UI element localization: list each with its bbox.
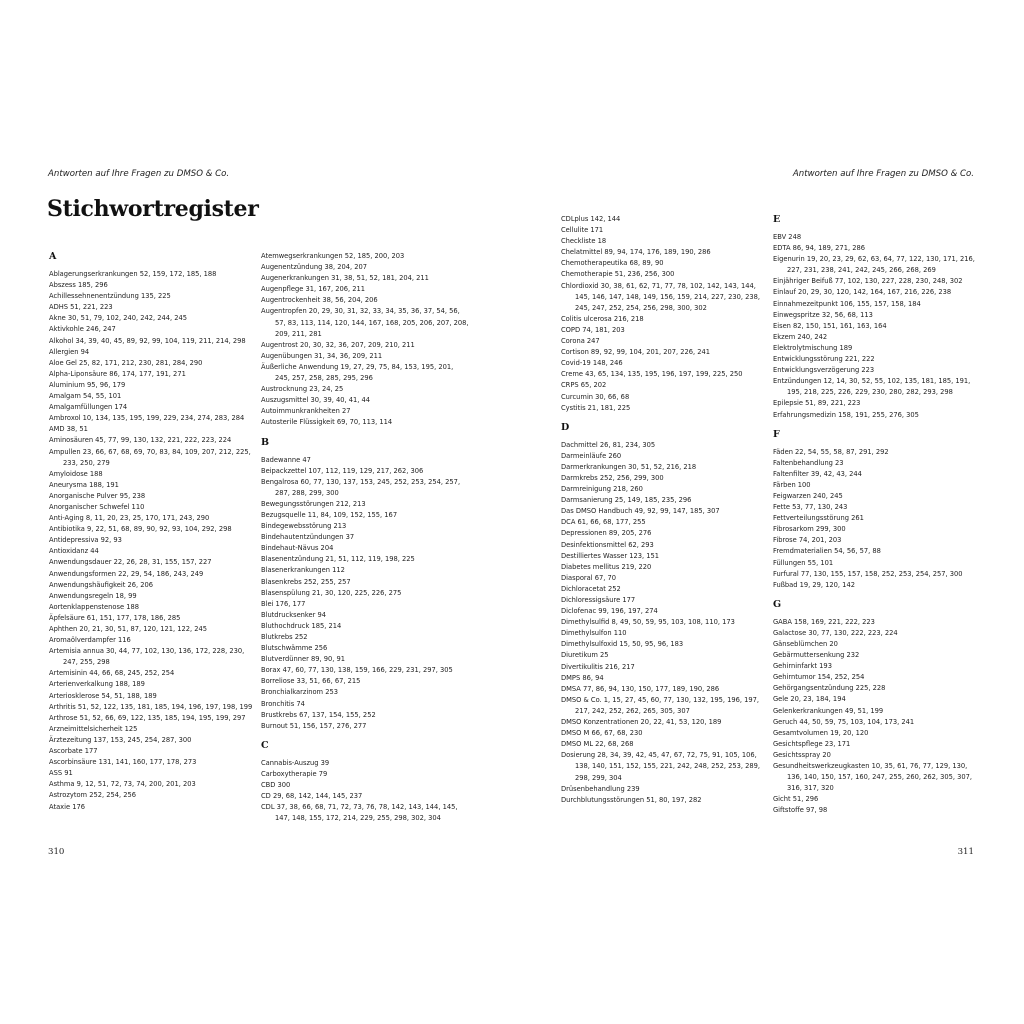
index-entry: Bezugsquelle 11, 84, 109, 152, 155, 167 [261, 510, 398, 519]
index-entry: CBD 300 [261, 781, 291, 790]
index-entry: EBV 248 [773, 233, 802, 241]
index-entry: Akne 30, 51, 79, 102, 240, 242, 244, 245 [49, 314, 188, 323]
index-entry: Blutschwämme 256 [261, 644, 328, 653]
index-entry: Fußbad 19, 29, 120, 142 [773, 580, 855, 589]
index-entry: Anwendungsregeln 18, 99 [49, 591, 137, 600]
index-entry: Gesundheitswerkzeugkasten 10, 35, 61, 76, 77, 129, 130, 136, 140, 150, 157, 160, 247, 255, 260, 262, 305, 307, 316, 317, 320 [773, 762, 973, 793]
index-entry: Bindehaut-Nävus 204 [261, 544, 334, 553]
index-entry: Autosterile Flüssigkeit 69, 70, 113, 114 [261, 418, 393, 427]
index-entry: DMSO & Co. 1, 15, 27, 45, 60, 77, 130, 132, 195, 196, 197, 217, 242, 252, 262, 265, 305, 307 [561, 695, 760, 715]
index-entry: Gele 20, 23, 184, 194 [773, 695, 846, 704]
index-entry: Fette 53, 77, 130, 243 [773, 503, 848, 512]
index-entry: CDLplus 142, 144 [561, 215, 621, 223]
index-entry: Einwegspritze 32, 56, 68, 113 [773, 310, 873, 319]
index-entry: Diabetes mellitus 219, 220 [561, 562, 652, 571]
index-entry: Diasporal 67, 70 [561, 573, 617, 582]
index-entry: Furfural 77, 130, 155, 157, 158, 252, 253, 254, 257, 300 [773, 569, 963, 578]
index-entry: Blasenerkrankungen 112 [261, 566, 345, 575]
index-entry: Faltenbehandlung 23 [773, 458, 844, 467]
index-entry: Destilliertes Wasser 123, 151 [561, 551, 660, 560]
index-entry: Ampullen 23, 66, 67, 68, 69, 70, 83, 84, 109, 207, 212, 225, 233, 250, 279 [49, 447, 251, 467]
index-entry: Bluthochdruck 185, 214 [261, 621, 342, 630]
index-entry: Anwendungsformen 22, 29, 54, 186, 243, 249 [49, 569, 204, 578]
index-entry: Aphthen 20, 21, 30, 51, 87, 120, 121, 122, 245 [49, 625, 208, 633]
index-entry: Dosierung 28, 34, 39, 42, 45, 47, 67, 72, 75, 91, 105, 106, 138, 140, 151, 152, 155, 221, 242, 248, 252, 253, 289, 298, 299, 304 [561, 751, 761, 782]
index-entry: Cystitis 21, 181, 225 [561, 403, 631, 412]
index-entry: Gelenkerkrankungen 49, 51, 199 [773, 706, 884, 715]
index-entry: Diclofenac 99, 196, 197, 274 [561, 607, 658, 616]
index-entry: Amalgam 54, 55, 101 [49, 392, 122, 401]
index-entry: Bindehautentzündungen 37 [261, 533, 355, 542]
index-entry: Colitis ulcerosa 216, 218 [561, 314, 644, 323]
index-entry: Aluminium 95, 96, 179 [49, 380, 126, 389]
index-entry: Asthma 9, 12, 51, 72, 73, 74, 200, 201, 203 [49, 780, 196, 789]
index-entry: Durchblutungsstörungen 51, 80, 197, 282 [561, 795, 702, 804]
index-entry: Austrocknung 23, 24, 25 [261, 385, 344, 394]
index-entry: Fibrose 74, 201, 203 [773, 536, 842, 545]
index-entry: Bronchialkarzinom 253 [261, 688, 338, 697]
index-entry: Blutdrucksenker 94 [261, 610, 327, 619]
index-entry: Blutkrebs 252 [261, 633, 308, 641]
index-entry: Burnout 51, 156, 157, 276, 277 [261, 721, 367, 730]
index-entry: Ärztezeitung 137, 153, 245, 254, 287, 300 [49, 735, 192, 744]
index-entry: Dimethylsulfid 8, 49, 50, 59, 95, 103, 108, 110, 173 [561, 618, 735, 627]
index-entry: Füllungen 55, 101 [773, 558, 834, 567]
index-entry: Anwendungsdauer 22, 26, 28, 31, 155, 157, 227 [49, 558, 212, 567]
index-entry: DMSO Konzentrationen 20, 22, 41, 53, 120, 189 [561, 718, 722, 727]
section-letter: G [773, 598, 782, 610]
index-entry: Aromaölverdampfer 116 [49, 636, 131, 645]
index-entry: Anorganische Pulver 95, 238 [49, 491, 146, 500]
index-entry: Gesichtsspray 20 [773, 750, 831, 759]
index-entry: Curcumin 30, 66, 68 [561, 392, 630, 401]
page-number-right: 311 [957, 847, 974, 857]
index-entry: Corona 247 [561, 337, 600, 346]
index-entry: Arthrose 51, 52, 66, 69, 122, 135, 185, 194, 195, 199, 297 [49, 713, 246, 722]
running-head-left: Antworten auf Ihre Fragen zu DMSO & Co. [48, 169, 230, 179]
index-entry: Ascorbate 177 [49, 747, 98, 756]
index-entry: Arteriosklerose 54, 51, 188, 189 [49, 691, 157, 700]
index-entry: Autoimmunkrankheiten 27 [261, 407, 351, 416]
index-entry: Augentrost 20, 30, 32, 36, 207, 209, 210, 211 [261, 340, 415, 349]
index-section [561, 214, 769, 414]
index-entry: Artemisinin 44, 66, 68, 245, 252, 254 [49, 669, 175, 678]
index-entry: Dachmittel 26, 81, 234, 305 [561, 440, 656, 449]
index-entry: Borax 47, 60, 77, 130, 138, 159, 166, 229, 231, 297, 305 [261, 666, 453, 675]
index-entry: Dichloracetat 252 [561, 584, 621, 593]
index-entry: Antidepressiva 92, 93 [49, 536, 122, 545]
index-entry: Drüsenbehandlung 239 [561, 784, 640, 793]
index-entry: AMD 38, 51 [49, 425, 88, 434]
index-entry: Atemwegserkrankungen 52, 185, 200, 203 [261, 252, 405, 260]
index-entry: Blasenentzündung 21, 51, 112, 119, 198, 225 [261, 555, 415, 564]
index-entry: Cortison 89, 92, 99, 104, 201, 207, 226, 241 [561, 348, 711, 357]
index-section [49, 251, 257, 813]
index-entry: Achillessehnenentzündung 135, 225 [49, 292, 171, 301]
index-column-3 [561, 214, 769, 806]
index-entry: Chemotherapeutika 68, 89, 90 [561, 259, 664, 268]
index-entry: Anwendungshäufigkeit 26, 206 [49, 580, 153, 589]
index-entry: Alkohol 34, 39, 40, 45, 89, 92, 99, 104, 119, 211, 214, 298 [49, 336, 246, 345]
index-section [561, 422, 769, 806]
index-entry: Chemotherapie 51, 236, 256, 300 [561, 270, 675, 279]
index-entry: Arzneimittelsicherheit 125 [49, 724, 138, 733]
index-entry: CD 29, 68, 142, 144, 145, 237 [261, 792, 363, 801]
index-entry: Gänseblümchen 20 [773, 640, 838, 648]
index-entry: Blutverdünner 89, 90, 91 [261, 655, 345, 664]
index-entry: Fibrosarkom 299, 300 [773, 525, 846, 534]
index-entry: Einjähriger Beifuß 77, 102, 130, 227, 228, 230, 248, 302 [773, 277, 963, 286]
index-entry: Feigwarzen 240, 245 [773, 491, 843, 500]
index-entry: Alpha-Liponsäure 86, 174, 177, 191, 271 [49, 369, 186, 378]
index-entry: Augenerkrankungen 31, 38, 51, 52, 181, 204, 211 [261, 274, 429, 283]
index-entry: Creme 43, 65, 134, 135, 195, 196, 197, 199, 225, 250 [561, 370, 743, 379]
index-entry: Depressionen 89, 205, 276 [561, 529, 652, 538]
index-entry: ASS 91 [49, 769, 73, 778]
section-letter: A [49, 251, 57, 262]
index-entry: Divertikulitis 216, 217 [561, 662, 635, 671]
index-entry: Eisen 82, 150, 151, 161, 163, 164 [773, 321, 887, 330]
index-entry: Ekzem 240, 242 [773, 332, 828, 341]
index-entry: Fremdmaterialien 54, 56, 57, 88 [773, 547, 881, 556]
section-letter: E [773, 214, 781, 225]
section-letter: B [261, 436, 270, 448]
index-entry: Fettverteilungsstörung 261 [773, 514, 864, 523]
index-entry: Einnahmezeitpunkt 106, 155, 157, 158, 184 [773, 299, 921, 308]
index-entry: Bronchitis 74 [261, 699, 305, 708]
index-entry: Darmerkrankungen 30, 51, 52, 216, 218 [561, 462, 697, 471]
index-entry: DCA 61, 66, 68, 177, 255 [561, 518, 646, 527]
index-entry: DMSA 77, 86, 94, 130, 150, 177, 189, 190, 286 [561, 684, 720, 693]
index-entry: Diuretikum 25 [561, 651, 609, 660]
index-entry: Gesamtvolumen 19, 20, 120 [773, 728, 869, 737]
section-letter: F [773, 428, 780, 440]
index-entry: EDTA 86, 94, 189, 271, 286 [773, 244, 865, 253]
index-entry: Gicht 51, 296 [773, 795, 819, 804]
index-section [261, 740, 469, 825]
page-title: Stichwortregister [47, 196, 259, 222]
index-entry: Augentrockenheit 38, 56, 204, 206 [261, 296, 378, 305]
index-entry: Fäden 22, 54, 55, 58, 87, 291, 292 [773, 447, 889, 456]
index-entry: Allergien 94 [49, 347, 90, 356]
index-entry: Cellulite 171 [561, 226, 604, 235]
index-entry: Erfahrungsmedizin 158, 191, 255, 276, 305 [773, 410, 919, 419]
index-entry: Einlauf 20, 29, 30, 120, 142, 164, 167, 216, 226, 238 [773, 288, 952, 297]
index-entry: Ambroxol 10, 134, 135, 195, 199, 229, 234, 274, 283, 284 [49, 414, 245, 423]
index-section [773, 429, 983, 591]
index-entry: Färben 100 [773, 480, 811, 489]
index-entry: Giftstoffe 97, 98 [773, 806, 828, 815]
index-entry: Augenübungen 31, 34, 36, 209, 211 [261, 351, 383, 360]
index-entry: Anorganischer Schwefel 110 [49, 502, 145, 511]
index-entry: Augenentzündung 38, 204, 207 [261, 263, 368, 272]
index-entry: Galactose 30, 77, 130, 222, 223, 224 [773, 628, 898, 637]
index-section [261, 251, 469, 429]
index-entry: Das DMSO Handbuch 49, 92, 99, 147, 185, 307 [561, 507, 720, 516]
index-entry: Darmkrebs 252, 256, 299, 300 [561, 473, 664, 482]
section-letter: D [561, 421, 570, 433]
index-entry: Aloe Gel 25, 82, 171, 212, 230, 281, 284, 290 [49, 358, 203, 367]
index-entry: Bewegungsstörungen 212, 213 [261, 499, 366, 508]
index-entry: Aminosäuren 45, 77, 99, 130, 132, 221, 222, 223, 224 [49, 436, 232, 445]
index-entry: Beipackzettel 107, 112, 119, 129, 217, 262, 306 [261, 466, 424, 475]
index-section [261, 437, 469, 732]
index-entry: Äußerliche Anwendung 19, 27, 29, 75, 84, 153, 195, 201, 245, 257, 258, 285, 295, 296 [261, 362, 454, 383]
index-entry: Aktivkohle 246, 247 [49, 325, 116, 334]
page-number-left: 310 [48, 847, 65, 857]
index-entry: Augentropfen 20, 29, 30, 31, 32, 33, 34, 35, 36, 37, 54, 56, 57, 83, 113, 114, 120, 144, 167, 168, 205, 206, 207, 208, 209, 211, 281 [261, 307, 469, 338]
index-entry: Antioxidanz 44 [49, 547, 99, 556]
section-letter: C [261, 739, 269, 751]
index-entry: Epilepsie 51, 89, 221, 223 [773, 399, 861, 408]
index-entry: Desinfektionsmittel 62, 293 [561, 540, 654, 549]
index-entry: Borreliose 33, 51, 66, 67, 215 [261, 677, 361, 686]
index-entry: Antibiotika 9, 22, 51, 68, 89, 90, 92, 93, 104, 292, 298 [49, 525, 232, 534]
running-head-right: Antworten auf Ihre Fragen zu DMSO & Co. [792, 169, 974, 179]
index-entry: Chlordioxid 30, 38, 61, 62, 71, 77, 78, 102, 142, 143, 144, 145, 146, 147, 148, 149, 156, 159, 214, 227, 230, 238, 245, 247, 252, 254, 256, 298, 300, 302 [561, 281, 761, 312]
index-entry: CDL 37, 38, 66, 68, 71, 72, 73, 76, 78, 142, 143, 144, 145, 147, 148, 155, 172, 214, 229, 255, 298, 302, 304 [261, 803, 458, 823]
index-entry: Astrozytom 252, 254, 256 [49, 791, 136, 800]
index-entry: Darmsanierung 25, 149, 185, 235, 296 [561, 496, 692, 505]
index-entry: Aortenklappenstenose 188 [49, 602, 139, 611]
index-entry: DMPS 86, 94 [561, 673, 604, 682]
index-entry: Bindegewebsstörung 213 [261, 522, 347, 531]
index-entry: Gebärmuttersenkung 232 [773, 651, 860, 660]
index-section [773, 599, 983, 817]
index-entry: Ataxie 176 [49, 802, 85, 811]
index-entry: Dimethylsulfon 110 [561, 629, 627, 638]
index-entry: Gehirntumor 154, 252, 254 [773, 673, 865, 682]
index-column-4 [773, 214, 983, 817]
index-entry: Dichloressigsäure 177 [561, 596, 636, 604]
index-entry: Faltenfilter 39, 42, 43, 244 [773, 469, 862, 478]
index-entry: Badewanne 47 [261, 455, 311, 464]
index-entry: Arterienverkalkung 188, 189 [49, 680, 145, 689]
index-entry: Eigenurin 19, 20, 23, 29, 62, 63, 64, 77, 122, 130, 171, 216, 227, 231, 238, 241, 242, 245, 266, 268, 269 [773, 255, 975, 275]
index-entry: Checkliste 18 [561, 237, 607, 246]
index-entry: Cannabis-Auszug 39 [261, 758, 330, 767]
index-entry: Gehörgangsentzündung 225, 228 [773, 684, 886, 693]
index-column-2 [261, 251, 469, 824]
index-entry: Gehirninfarkt 193 [773, 662, 832, 671]
index-entry: CRPS 65, 202 [561, 381, 607, 390]
index-entry: Carboxytherapie 79 [261, 769, 328, 778]
index-entry: Geruch 44, 50, 59, 75, 103, 104, 173, 241 [773, 717, 915, 726]
index-entry: GABA 158, 169, 221, 222, 223 [773, 617, 875, 626]
index-entry: Blasenspülung 21, 30, 120, 225, 226, 275 [261, 588, 402, 597]
index-entry: Amalgamfüllungen 174 [49, 403, 128, 412]
index-entry: Brustkrebs 67, 137, 154, 155, 252 [261, 710, 376, 719]
index-entry: Darmeinläufe 260 [561, 451, 622, 460]
index-column-1 [49, 251, 257, 813]
index-entry: Blei 176, 177 [261, 599, 306, 608]
index-entry: Bengalrosa 60, 77, 130, 137, 153, 245, 252, 253, 254, 257, 287, 288, 299, 300 [261, 477, 461, 497]
index-entry: Dimethylsulfoxid 15, 50, 95, 96, 183 [561, 640, 684, 649]
index-entry: Auszugsmittel 30, 39, 40, 41, 44 [261, 396, 371, 405]
index-entry: Äpfelsäure 61, 151, 177, 178, 186, 285 [49, 613, 181, 622]
index-entry: Blasenkrebs 252, 255, 257 [261, 577, 351, 586]
index-entry: Amyloidose 188 [49, 469, 103, 478]
index-entry: COPD 74, 181, 203 [561, 325, 625, 334]
index-entry: Elektrolytmischung 189 [773, 343, 853, 352]
index-entry: Entzündungen 12, 14, 30, 52, 55, 102, 135, 181, 185, 191, 195, 218, 225, 226, 229, 230, 280, 282, 293, 298 [773, 377, 971, 397]
index-entry: Covid-19 148, 246 [561, 359, 623, 368]
index-entry: Augenpflege 31, 167, 206, 211 [261, 285, 366, 294]
index-entry: ADHS 51, 221, 223 [49, 303, 113, 312]
index-entry: Anti-Aging 8, 11, 20, 23, 25, 170, 171, 243, 290 [49, 514, 210, 523]
index-entry: Abszess 185, 296 [49, 281, 108, 290]
index-entry: Artemisia annua 30, 44, 77, 102, 130, 136, 172, 228, 230, 247, 255, 298 [49, 647, 245, 667]
index-entry: Aneurysma 188, 191 [49, 480, 119, 489]
index-entry: Entwicklungsverzögerung 223 [773, 366, 875, 375]
index-entry: Entwicklungsstörung 221, 222 [773, 355, 875, 364]
index-entry: Gesichtspflege 23, 171 [773, 739, 851, 748]
index-entry: DMSO M 66, 67, 68, 230 [561, 729, 643, 738]
index-entry: Ablagerungserkrankungen 52, 159, 172, 185, 188 [49, 270, 217, 278]
index-entry: DMSO ML 22, 68, 268 [561, 740, 634, 749]
index-entry: Arthritis 51, 52, 122, 135, 181, 185, 194, 196, 197, 198, 199 [49, 702, 253, 711]
index-entry: Chelatmittel 89, 94, 174, 176, 189, 190, 286 [561, 248, 711, 257]
index-entry: Ascorbinsäure 131, 141, 160, 177, 178, 273 [49, 758, 197, 767]
index-entry: Darmreinigung 218, 260 [561, 485, 643, 494]
index-section [773, 214, 983, 421]
